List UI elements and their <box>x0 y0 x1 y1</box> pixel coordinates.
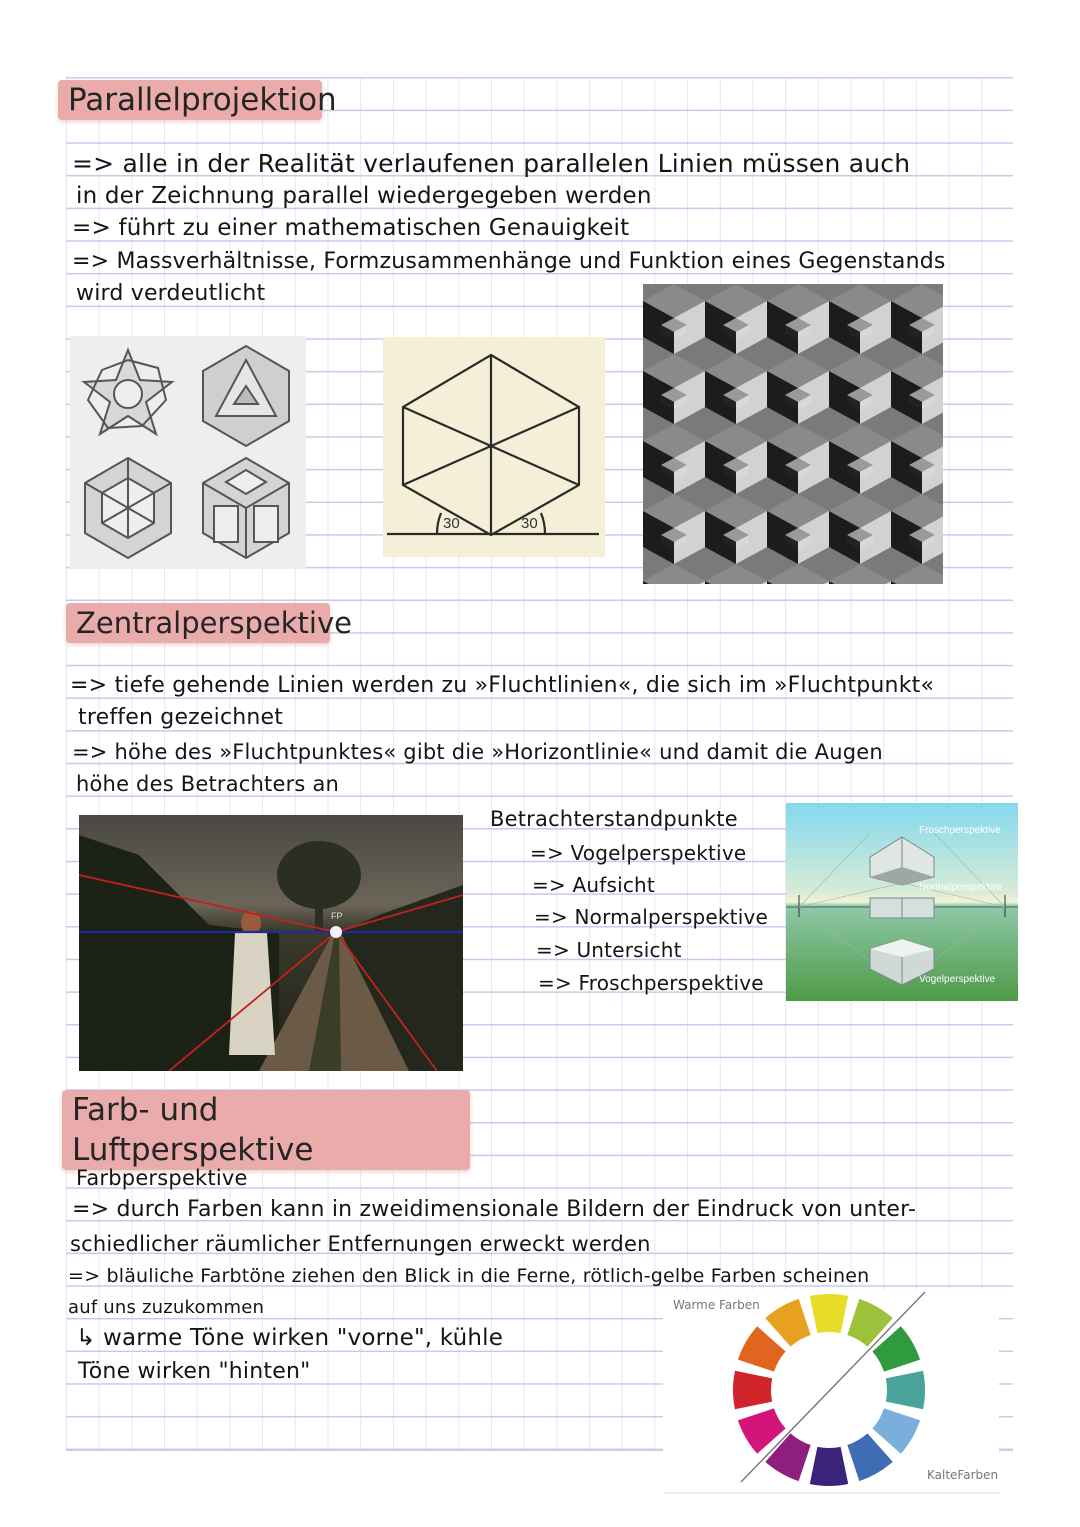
text-line: => tiefe gehende Linien werden zu »Fluchtlinien«, die sich im »Fluchtpunkt« <box>70 673 935 698</box>
warm-colors-label: Warme Farben <box>673 1298 760 1312</box>
diagram-label-vogel: Vogelperspektive <box>919 974 996 985</box>
escher-shapes-drawing <box>70 336 306 568</box>
text-line: wird verdeutlicht <box>76 281 266 306</box>
color-wheel-segment <box>847 1299 892 1347</box>
color-wheel-segment <box>765 1433 810 1481</box>
color-wheel-segment <box>847 1433 892 1481</box>
vanishing-point-label: FP <box>331 911 343 921</box>
subheading-farbperspektive: Farbperspektive <box>76 1166 248 1190</box>
section-title-zentralperspektive: Zentralperspektive <box>66 603 330 643</box>
isometric-cube-drawing <box>383 337 605 557</box>
text-line: Töne wirken "hinten" <box>78 1359 311 1384</box>
diagram-label-frosch: Froschperspektive <box>919 825 1001 836</box>
cold-colors-label: KalteFarben <box>927 1468 999 1482</box>
escher-shapes-image <box>70 336 306 568</box>
section-title-parallelprojektion: Parallelprojektion <box>58 80 322 120</box>
color-wheel-segment <box>810 1447 848 1486</box>
color-wheel-segment <box>886 1371 925 1409</box>
text-line: => höhe des »Fluchtpunktes« gibt die »Horizontlinie« und damit die Augen <box>72 740 883 764</box>
viewpoint-item: => Vogelperspektive <box>530 841 747 865</box>
viewpoint-item: => Aufsicht <box>532 873 655 897</box>
color-wheel-segment <box>738 1326 786 1371</box>
diagram-label-normal: Normalperspektive <box>919 882 1003 893</box>
color-wheel-segment <box>872 1408 920 1453</box>
viewpoint-item: => Normalperspektive <box>534 905 768 929</box>
color-wheel-segment <box>810 1294 848 1333</box>
color-wheel-segment <box>738 1408 786 1453</box>
color-wheel-drawing <box>663 1290 999 1492</box>
perspective-diagram <box>786 803 1018 1001</box>
angle-label-left: 30 <box>443 515 460 532</box>
text-line: => durch Farben kann in zweidimensionale Bildern der Eindruck von unter- <box>72 1197 917 1222</box>
text-line: schiedlicher räumlicher Entfernungen erweckt werden <box>70 1232 651 1256</box>
viewpoint-item: => Untersicht <box>536 938 682 962</box>
color-wheel-image <box>663 1290 999 1494</box>
color-wheel-segment <box>872 1326 920 1371</box>
vanishing-point-photo <box>79 815 463 1071</box>
angle-label-right: 30 <box>521 515 538 532</box>
text-line: treffen gezeichnet <box>78 705 284 730</box>
text-line: => führt zu einer mathematischen Genauigkeit <box>72 215 630 241</box>
cube-pattern-drawing <box>643 284 943 584</box>
viewpoints-heading: Betrachterstandpunkte <box>490 807 738 831</box>
photo-drawing <box>79 815 463 1071</box>
text-line: in der Zeichnung parallel wiedergegeben werden <box>76 183 652 209</box>
text-line: => Massverhältnisse, Formzusammenhänge und Funktion eines Gegenstands <box>72 249 946 274</box>
color-wheel-segment <box>765 1299 810 1347</box>
color-wheel-segment <box>733 1371 772 1409</box>
section-title-farbperspektive: Farb- und Luftperspektive <box>62 1090 470 1170</box>
text-line: höhe des Betrachters an <box>76 772 340 796</box>
viewpoint-item: => Froschperspektive <box>538 971 764 995</box>
text-line: auf uns zuzukommen <box>68 1297 265 1318</box>
text-line: => bläuliche Farbtöne ziehen den Blick in die Ferne, rötlich-gelbe Farben scheinen <box>68 1265 870 1287</box>
text-line: => alle in der Realität verlaufenen parallelen Linien müssen auch <box>72 149 911 178</box>
isometric-cube-image <box>383 337 605 557</box>
text-line: ↳ warme Töne wirken "vorne", kühle <box>76 1325 504 1351</box>
cube-pattern-image <box>643 284 943 584</box>
